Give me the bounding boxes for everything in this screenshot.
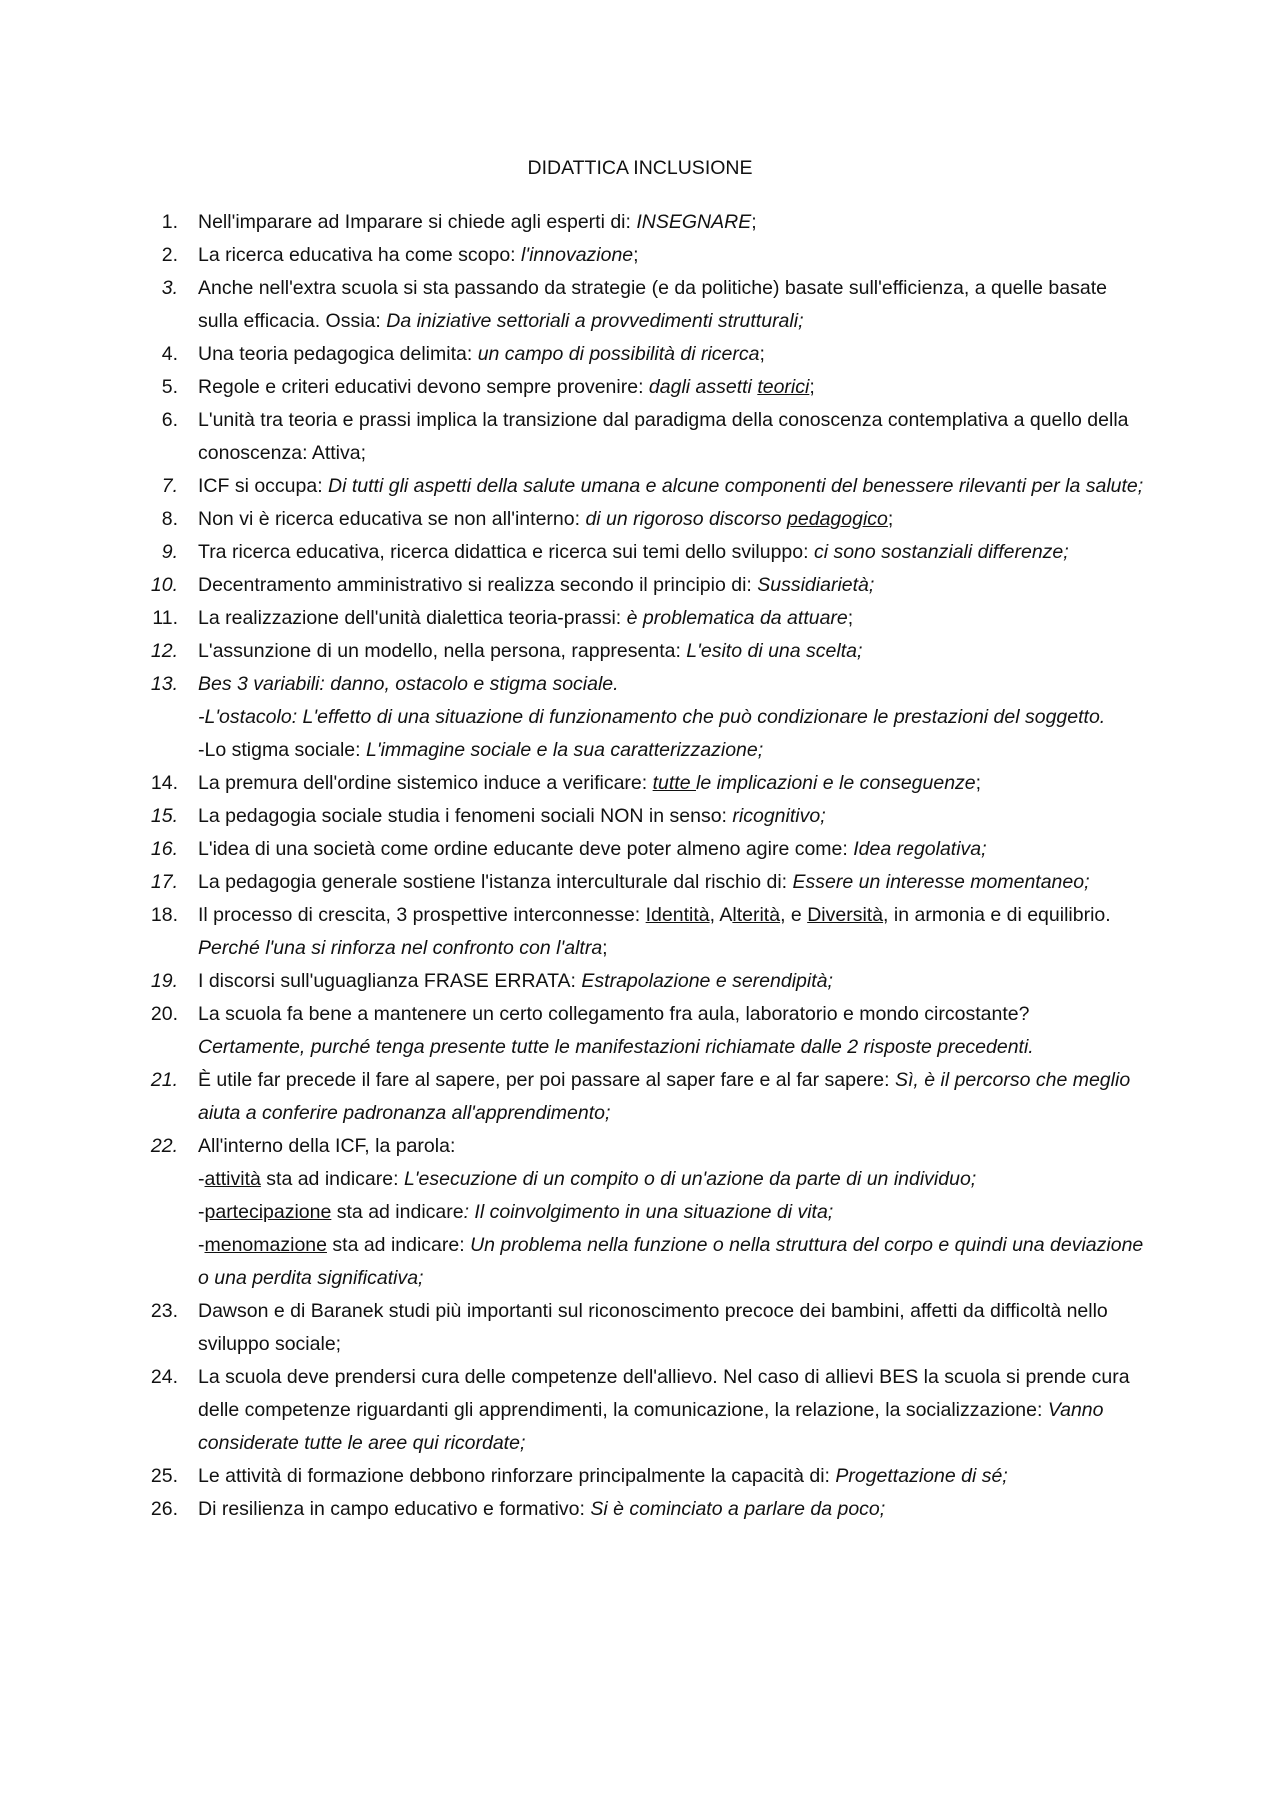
text-run: ricognitivo; bbox=[732, 805, 826, 827]
text-run: Perché l'una si rinforza nel confronto con l'altra bbox=[198, 937, 603, 959]
text-run: Nell'imparare ad Imparare si chiede agli esperti di: bbox=[198, 211, 637, 233]
text-run: Identità bbox=[645, 904, 710, 926]
list-item-text bbox=[198, 833, 1150, 866]
text-run: Idea regolativa; bbox=[853, 838, 987, 860]
text-run: L'esito di una scelta; bbox=[686, 640, 863, 662]
list-item-number: 11. bbox=[152, 607, 178, 629]
list-item-number: 24. bbox=[150, 1366, 178, 1388]
list-item bbox=[150, 965, 1150, 998]
text-run: Bes 3 variabili: danno, ostacolo e stigma sociale. bbox=[198, 673, 619, 695]
list-item-text bbox=[198, 1493, 1150, 1526]
list-item-number: 12. bbox=[150, 640, 178, 662]
text-run: La ricerca educativa ha come scopo: bbox=[198, 244, 522, 266]
list-item-text bbox=[198, 239, 1150, 272]
list-item-number: 18. bbox=[150, 904, 178, 926]
text-run: l'innovazione bbox=[521, 244, 634, 266]
list-item-number: 19. bbox=[150, 970, 178, 992]
list-item bbox=[150, 536, 1150, 569]
list-item-number: 15. bbox=[150, 805, 178, 827]
list-item-text bbox=[198, 866, 1150, 899]
list-item bbox=[150, 668, 1150, 767]
list-item bbox=[150, 1064, 1150, 1130]
text-run: Le attività di formazione debbono rinforzare principalmente la capacità di: bbox=[198, 1465, 836, 1487]
text-run: La scuola fa bene a mantenere un certo collegamento fra aula, laboratorio e mondo circostante? bbox=[198, 1003, 1030, 1025]
text-run: lterità bbox=[732, 904, 781, 926]
text-run: Diversità bbox=[807, 904, 884, 926]
list-item-number: 17. bbox=[150, 871, 178, 893]
list-item-number: 26. bbox=[150, 1498, 178, 1520]
text-run: -L'ostacolo: L'effetto di una situazione di funzionamento che può condizionare le prestazioni del soggetto. bbox=[198, 706, 1106, 728]
list-item-text bbox=[198, 404, 1150, 470]
text-run: La pedagogia sociale studia i fenomeni sociali NON in senso: bbox=[198, 805, 733, 827]
text-run: Una teoria pedagogica delimita: bbox=[198, 343, 478, 365]
list-item bbox=[150, 1130, 1150, 1295]
list-item-text bbox=[198, 1295, 1150, 1361]
list-item bbox=[150, 998, 1150, 1064]
list-item-text bbox=[198, 767, 1150, 800]
text-run: ; bbox=[887, 508, 894, 530]
text-run: ; bbox=[847, 607, 854, 629]
text-run: menomazione bbox=[204, 1234, 327, 1256]
list-item-text bbox=[198, 800, 1150, 833]
text-run: Regole e criteri educativi devono sempre provenire: bbox=[198, 376, 649, 398]
text-run: La premura dell'ordine sistemico induce a verificare: bbox=[198, 772, 653, 794]
list-item-number: 8. bbox=[161, 508, 178, 530]
text-run: - bbox=[198, 1201, 205, 1223]
text-run: ; bbox=[975, 772, 982, 794]
list-item-line bbox=[198, 668, 1150, 701]
list-item bbox=[150, 1493, 1150, 1526]
list-item bbox=[150, 899, 1150, 965]
list-item-number: 5. bbox=[161, 376, 178, 398]
list-item-text bbox=[198, 470, 1150, 503]
text-run: tutte bbox=[652, 772, 696, 794]
text-run: sta ad indicare: bbox=[260, 1168, 404, 1190]
text-run: pedagogico bbox=[787, 508, 888, 530]
list-item bbox=[150, 470, 1150, 503]
list-item-text bbox=[198, 602, 1150, 635]
text-run: Un problema nella funzione o nella struttura del corpo e quindi una deviazione o una perdita significativa; bbox=[198, 1234, 1144, 1289]
text-run: Certamente, purché tenga presente tutte le manifestazioni richiamate dalle 2 risposte precedenti. bbox=[198, 1036, 1034, 1058]
text-run: Di resilienza in campo educativo e formativo: bbox=[198, 1498, 591, 1520]
text-run: Sussidiarietà; bbox=[757, 574, 875, 596]
list-item-text bbox=[198, 965, 1150, 998]
text-run: Da iniziative settoriali a provvedimenti strutturali; bbox=[386, 310, 804, 332]
list-item-number: 25. bbox=[150, 1465, 178, 1487]
list-item bbox=[150, 602, 1150, 635]
list-item-line bbox=[198, 1130, 1150, 1163]
text-run: Estrapolazione e serendipità; bbox=[581, 970, 833, 992]
text-run: L'idea di una società come ordine educante deve poter almeno agire come: bbox=[198, 838, 854, 860]
list-item-text bbox=[198, 899, 1150, 965]
text-run: un campo di possibilità di ricerca bbox=[477, 343, 760, 365]
list-item-text bbox=[198, 635, 1150, 668]
list-item-number: 9. bbox=[161, 541, 178, 563]
list-item-text bbox=[198, 371, 1150, 404]
list-item-text bbox=[198, 536, 1150, 569]
text-run: L'assunzione di un modello, nella persona, rappresenta: bbox=[198, 640, 687, 662]
text-run: Anche nell'extra scuola si sta passando da strategie (e da politiche) basate sull'efficienza, a quelle basate sulla efficacia. Ossia: bbox=[198, 277, 1107, 332]
text-run: ; bbox=[602, 937, 608, 959]
list-item-line bbox=[198, 1031, 1150, 1064]
list-item-text bbox=[198, 1361, 1150, 1460]
list-item-line bbox=[198, 734, 1150, 767]
list-item-text bbox=[198, 569, 1150, 602]
text-run: La realizzazione dell'unità dialettica teoria-prassi: bbox=[198, 607, 627, 629]
text-run: , e bbox=[780, 904, 808, 926]
list-item-number: 16. bbox=[150, 838, 178, 860]
list-item bbox=[150, 338, 1150, 371]
list-item bbox=[150, 206, 1150, 239]
text-run: ; bbox=[633, 244, 639, 266]
text-run: Si è cominciato a parlare da poco; bbox=[590, 1498, 886, 1520]
text-run: È utile far precede il fare al sapere, per poi passare al saper fare e al far sapere: bbox=[198, 1069, 895, 1091]
list-item-number: 22. bbox=[150, 1135, 178, 1157]
text-run: ; bbox=[759, 343, 765, 365]
list-item-number: 7. bbox=[161, 475, 178, 497]
list-item bbox=[150, 371, 1150, 404]
list-item-number: 1. bbox=[161, 211, 178, 233]
list-item-text bbox=[198, 338, 1150, 371]
list-item-number: 3. bbox=[161, 277, 178, 299]
text-run: - bbox=[198, 1234, 205, 1256]
text-run: INSEGNARE bbox=[636, 211, 752, 233]
text-run: Non vi è ricerca educativa se non all'interno: bbox=[198, 508, 586, 530]
list-item bbox=[150, 404, 1150, 470]
list-item bbox=[150, 239, 1150, 272]
list-item-line bbox=[198, 1196, 1150, 1229]
text-run: ; bbox=[751, 211, 757, 233]
list-item-line bbox=[198, 1229, 1150, 1295]
list-item-text bbox=[198, 1460, 1150, 1493]
text-run: Essere un interesse momentaneo; bbox=[792, 871, 1090, 893]
list-item-text bbox=[198, 1064, 1150, 1130]
list-item-number: 6. bbox=[161, 409, 178, 431]
list-item-line bbox=[198, 701, 1150, 734]
text-run: Decentramento amministrativo si realizza secondo il principio di: bbox=[198, 574, 758, 596]
text-run: ICF si occupa: bbox=[198, 475, 329, 497]
list-item bbox=[150, 833, 1150, 866]
text-run: I discorsi sull'uguaglianza FRASE ERRATA: bbox=[198, 970, 582, 992]
text-run: Dawson e di Baranek studi più importanti sul riconoscimento precoce dei bambini, affetti da difficoltà nello sviluppo sociale; bbox=[198, 1300, 1108, 1355]
list-item-text bbox=[198, 206, 1150, 239]
list-item-text bbox=[198, 503, 1150, 536]
text-run: - bbox=[198, 1168, 205, 1190]
document-title: DIDATTICA INCLUSIONE bbox=[527, 157, 753, 179]
list-item-number: 13. bbox=[150, 673, 178, 695]
text-run: le implicazioni e le conseguenze bbox=[695, 772, 976, 794]
list-item bbox=[150, 866, 1150, 899]
text-run: All'interno della ICF, la parola: bbox=[198, 1135, 456, 1157]
list-item-text bbox=[198, 272, 1150, 338]
text-run: L'unità tra teoria e prassi implica la transizione dal paradigma della conoscenza contemplativa a quello della conoscenza: Attiva; bbox=[198, 409, 1129, 464]
text-run: attività bbox=[204, 1168, 261, 1190]
text-run: La pedagogia generale sostiene l'istanza interculturale dal rischio di: bbox=[198, 871, 793, 893]
text-run: La scuola deve prendersi cura delle competenze dell'allievo. Nel caso di allievi BES la scuola si prende cura delle competenze riguardanti gli apprendimenti, la comunicazione, la relazione, la socializzazione: bbox=[198, 1366, 1130, 1421]
text-run: teorici bbox=[757, 376, 810, 398]
text-run: ci sono sostanziali differenze; bbox=[813, 541, 1069, 563]
list-item bbox=[150, 800, 1150, 833]
text-run: Di tutti gli aspetti della salute umana e alcune componenti del benessere rilevanti per la salute; bbox=[328, 475, 1144, 497]
text-run: , A bbox=[709, 904, 733, 926]
list-item bbox=[150, 503, 1150, 536]
list-item bbox=[150, 635, 1150, 668]
text-run: , in armonia e di equilibrio. bbox=[883, 904, 1111, 926]
list-item bbox=[150, 1295, 1150, 1361]
text-run: sta ad indicare: bbox=[326, 1234, 471, 1256]
text-run: : Il coinvolgimento in una situazione di vita; bbox=[463, 1201, 834, 1223]
text-run: L'esecuzione di un compito o di un'azione da parte di un individuo; bbox=[403, 1168, 977, 1190]
list-item bbox=[150, 1361, 1150, 1460]
list-item-number: 2. bbox=[161, 244, 178, 266]
text-run: è problematica da attuare bbox=[626, 607, 848, 629]
text-run: Tra ricerca educativa, ricerca didattica e ricerca sui temi dello sviluppo: bbox=[198, 541, 814, 563]
text-run: -Lo stigma sociale: bbox=[198, 739, 366, 761]
list-item-number: 10. bbox=[150, 574, 178, 596]
list-item bbox=[150, 569, 1150, 602]
text-run: ; bbox=[809, 376, 815, 398]
text-run: Sì, è il percorso che meglio aiuta a conferire padronanza all'apprendimento; bbox=[198, 1069, 1131, 1124]
list-item bbox=[150, 767, 1150, 800]
list-item-line bbox=[198, 998, 1150, 1031]
numbered-list bbox=[150, 206, 1150, 1526]
list-item-number: 4. bbox=[161, 343, 178, 365]
text-run: Progettazione di sé; bbox=[835, 1465, 1008, 1487]
list-item bbox=[150, 272, 1150, 338]
text-run: sta ad indicare bbox=[331, 1201, 464, 1223]
text-run: di un rigoroso discorso bbox=[585, 508, 788, 530]
list-item bbox=[150, 1460, 1150, 1493]
text-run: L'immagine sociale e la sua caratterizzazione; bbox=[366, 739, 764, 761]
text-run: Vanno considerate tutte le aree qui ricordate; bbox=[198, 1399, 1104, 1454]
list-item-line bbox=[198, 1163, 1150, 1196]
list-item-number: 21. bbox=[150, 1069, 178, 1091]
text-run: Il processo di crescita, 3 prospettive interconnesse: bbox=[198, 904, 646, 926]
list-item-number: 14. bbox=[150, 772, 178, 794]
text-run: dagli assetti bbox=[648, 376, 758, 398]
list-item-number: 23. bbox=[150, 1300, 178, 1322]
list-item-number: 20. bbox=[150, 1003, 178, 1025]
text-run: partecipazione bbox=[204, 1201, 332, 1223]
